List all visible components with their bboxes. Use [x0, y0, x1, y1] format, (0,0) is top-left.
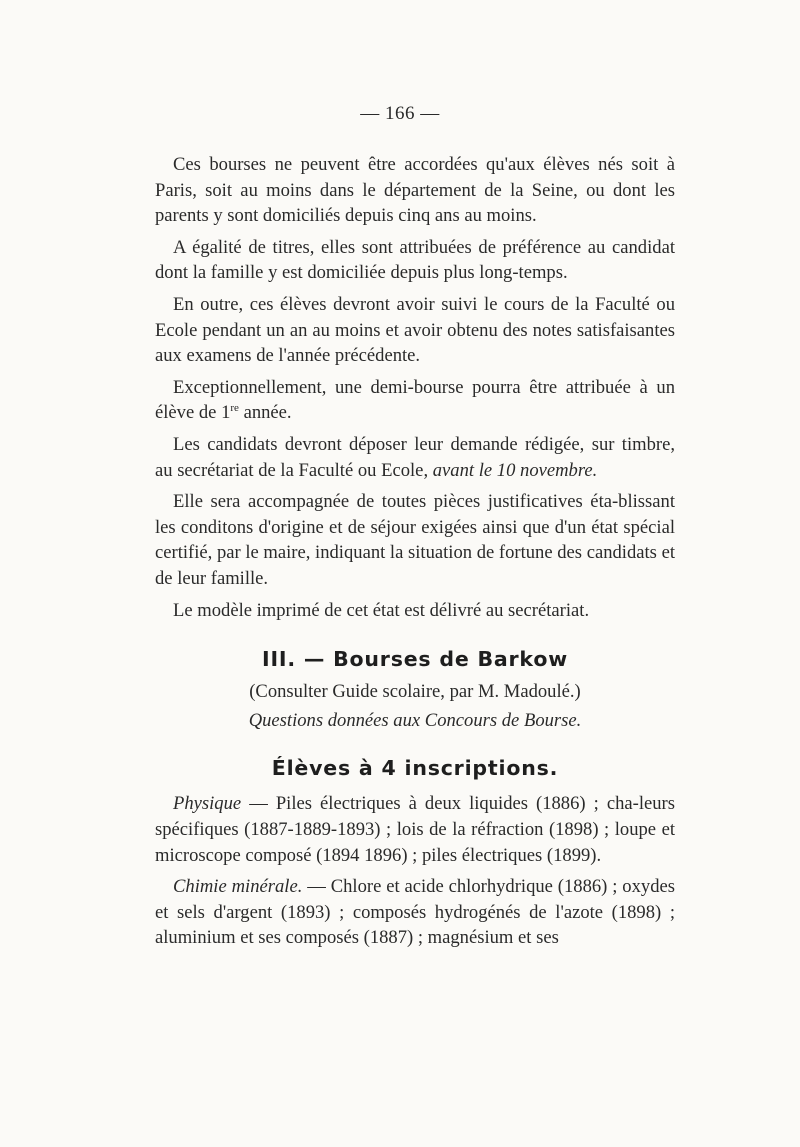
section-heading: III. — Bourses de Barkow: [262, 647, 568, 672]
candidates-text: Les candidats devront déposer leur demande rédigée, sur timbre, au secrétariat de la Faculté ou Ecole,: [155, 433, 675, 481]
paragraph-physique: [155, 791, 675, 868]
questions-line: Questions données aux Concours de Bourse.: [248, 710, 582, 732]
exception-end: année.: [238, 402, 292, 424]
paragraph-chimie: [155, 874, 675, 951]
physique-text: — Piles électriques à deux liquides (1886) ; cha-leurs spécifiques (1887-1889-1893) ; lois de la réfraction (1898) ; loupe et microscope composé (1894 1896) ; piles électriques (1899).: [155, 793, 675, 866]
subsection-heading: Élèves à 4 inscriptions.: [271, 755, 559, 780]
exception-sup: re: [230, 402, 239, 415]
paragraph-exception: [155, 375, 675, 426]
paragraph-documents: Elle sera accompagnée de toutes pièces justificatives éta-blissant les conditons d'origine et de séjour exigées ainsi que d'un état spécial certifié, par le maire, indiquant la situation de fortune des candidats et de leur famille.: [155, 491, 675, 589]
deadline-text: avant le 10 novembre.: [432, 459, 598, 481]
page-number: — 166 —: [360, 103, 440, 124]
chimie-label: Chimie minérale.: [173, 876, 303, 898]
paragraph-form: Le modèle imprimé de cet état est délivré au secrétariat.: [173, 599, 590, 621]
paragraph-candidates: [155, 432, 675, 483]
paragraph-requirements: En outre, ces élèves devront avoir suivi le cours de la Faculté ou Ecole pendant un an au moins et avoir obtenu des notes satisfaisantes aux examens de l'année précédente.: [155, 293, 675, 367]
paragraph-eligibility: Ces bourses ne peuvent être accordées qu'aux élèves nés soit à Paris, soit au moins dans le département de la Seine, ou dont les parents y sont domiciliés depuis cinq ans au moins.: [155, 154, 675, 227]
chimie-text: — Chlore et acide chlorhydrique (1886) ; oxydes et sels d'argent (1893) ; composés hydrogénés de l'azote (1898) ; aluminium et ses composés (1887) ; magnésium et ses: [155, 876, 675, 949]
body-text: [155, 152, 675, 957]
paragraph-priority: A égalité de titres, elles sont attribuées de préférence au candidat dont la famille y est domiciliée depuis plus long-temps.: [155, 236, 675, 284]
physique-label: Physique: [173, 793, 242, 815]
guide-note: (Consulter Guide scolaire, par M. Madoulé.): [249, 680, 581, 702]
exception-text: Exceptionnellement, une demi-bourse pourra être attribuée à un élève de 1: [155, 376, 675, 424]
